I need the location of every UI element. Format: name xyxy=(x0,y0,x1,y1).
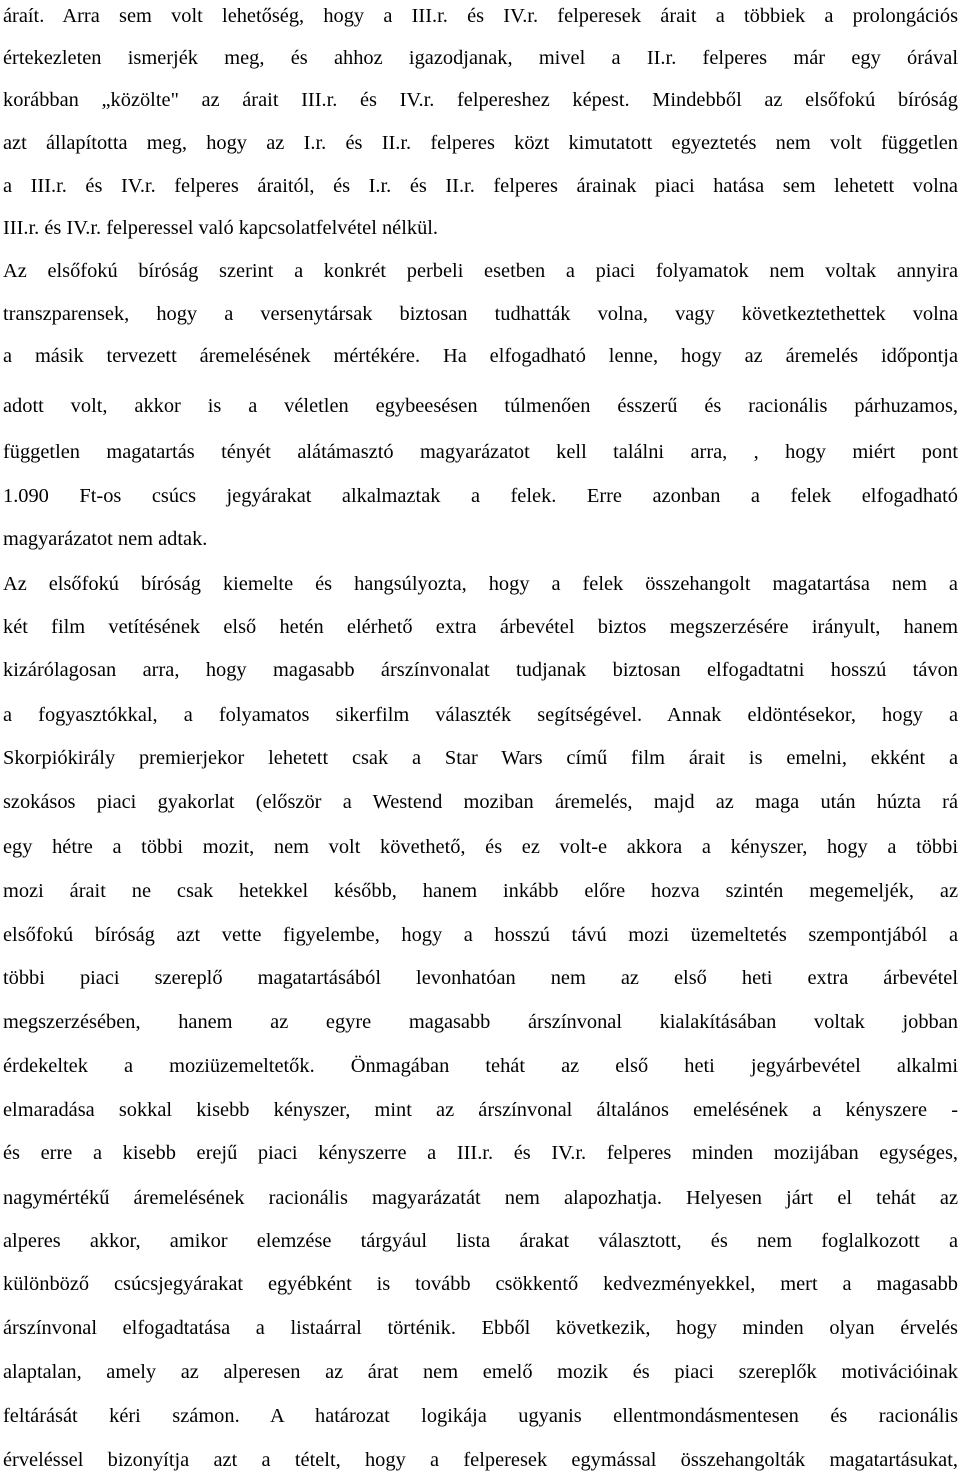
text-line: III.r. és IV.r. felperessel való kapcsolatfelvétel nélkül. xyxy=(3,217,439,239)
text-line: azt állapította meg, hogy az I.r. és II.r. felperes közt kimutatott egyeztetés nem volt független xyxy=(3,132,958,154)
text-line: alaptalan, amely az alperesen az árat nem emelő mozik és piaci szereplők motivációinak xyxy=(3,1361,958,1383)
text-line: transzparensek, hogy a versenytársak biztosan tudhatták volna, vagy következtethettek volna xyxy=(3,303,958,325)
text-line: a III.r. és IV.r. felperes áraitól, és I.r. és II.r. felperes árainak piaci hatása sem lehetett volna xyxy=(3,175,958,197)
text-line: elmaradása sokkal kisebb kényszer, mint az árszínvonal általános emelésének a kényszere - xyxy=(3,1099,958,1121)
text-line: elsőfokú bíróság azt vette figyelembe, hogy a hosszú távú mozi üzemeltetés szempontjából a xyxy=(3,924,958,946)
text-line: Skorpiókirály premierjekor lehetett csak a Star Wars című film árait is emelni, ekként a xyxy=(3,747,958,769)
text-line: mozi árait ne csak hetekkel később, hanem inkább előre hozva szintén megemeljék, az xyxy=(3,880,958,902)
text-line: érdekeltek a moziüzemeltetők. Önmagában tehát az első heti jegyárbevétel alkalmi xyxy=(3,1055,958,1077)
text-line: értekezleten ismerjék meg, és ahhoz igazodjanak, mivel a II.r. felperes már egy órával xyxy=(3,47,958,69)
text-line: megszerzésében, hanem az egyre magasabb árszínvonal kialakításában voltak jobban xyxy=(3,1011,958,1033)
text-line: feltárását kéri számon. A határozat logikája ugyanis ellentmondásmentesen és racionális xyxy=(3,1405,958,1427)
text-line: árszínvonal elfogadtatása a listaárral történik. Ebből következik, hogy minden olyan érvelés xyxy=(3,1317,958,1339)
text-line: magyarázatot nem adtak. xyxy=(3,528,208,550)
text-line: két film vetítésének első hetén elérhető extra árbevétel biztos megszerzésére irányult, hanem xyxy=(3,616,958,638)
text-line: különböző csúcsjegyárakat egyébként is tovább csökkentő kedvezményekkel, mert a magasabb xyxy=(3,1273,958,1295)
text-line: a másik tervezett áremelésének mértékére. Ha elfogadható lenne, hogy az áremelés időpontja xyxy=(3,345,958,367)
text-line: egy hétre a többi mozit, nem volt követhető, és ez volt-e akkora a kényszer, hogy a többi xyxy=(3,836,958,858)
text-line: kizárólagosan arra, hogy magasabb árszínvonalat tudjanak biztosan elfogadtatni hosszú távon xyxy=(3,659,958,681)
text-line: Az elsőfokú bíróság szerint a konkrét perbeli esetben a piaci folyamatok nem voltak annyira xyxy=(3,260,958,282)
text-line: a fogyasztókkal, a folyamatos sikerfilm választék segítségével. Annak eldöntésekor, hogy a xyxy=(3,704,958,726)
text-line: adott volt, akkor is a véletlen egybeesésen túlmenően ésszerű és racionális párhuzamos, xyxy=(3,395,958,417)
text-line: érveléssel bizonyítja azt a tételt, hogy a felperesek egymással összehangolták magatartásukat, xyxy=(3,1449,958,1471)
text-line: korábban „közölte" az árait III.r. és IV.r. felpereshez képest. Mindebből az elsőfokú bíróság xyxy=(3,89,958,111)
text-line: és erre a kisebb erejű piaci kényszerre a III.r. és IV.r. felperes minden mozijában egységes, xyxy=(3,1142,958,1164)
text-line: szokásos piaci gyakorlat (először a Westend moziban áremelés, majd az maga után húzta rá xyxy=(3,791,958,813)
text-line: független magatartás tényét alátámasztó magyarázatot kell találni arra, , hogy miért pont xyxy=(3,441,958,463)
text-line: Az elsőfokú bíróság kiemelte és hangsúlyozta, hogy a felek összehangolt magatartása nem a xyxy=(3,573,958,595)
text-line: többi piaci szereplő magatartásából levonhatóan nem az első heti extra árbevétel xyxy=(3,967,958,989)
text-line: áraít. Arra sem volt lehetőség, hogy a III.r. és IV.r. felperesek árait a többiek a prolongációs xyxy=(3,5,958,27)
text-line: nagymértékű áremelésének racionális magyarázatát nem alapozhatja. Helyesen járt el tehát az xyxy=(3,1187,958,1209)
text-line: alperes akkor, amikor elemzése tárgyául lista árakat választott, és nem foglalkozott a xyxy=(3,1230,958,1252)
text-line: 1.090 Ft-os csúcs jegyárakat alkalmaztak a felek. Erre azonban a felek elfogadható xyxy=(3,485,958,507)
